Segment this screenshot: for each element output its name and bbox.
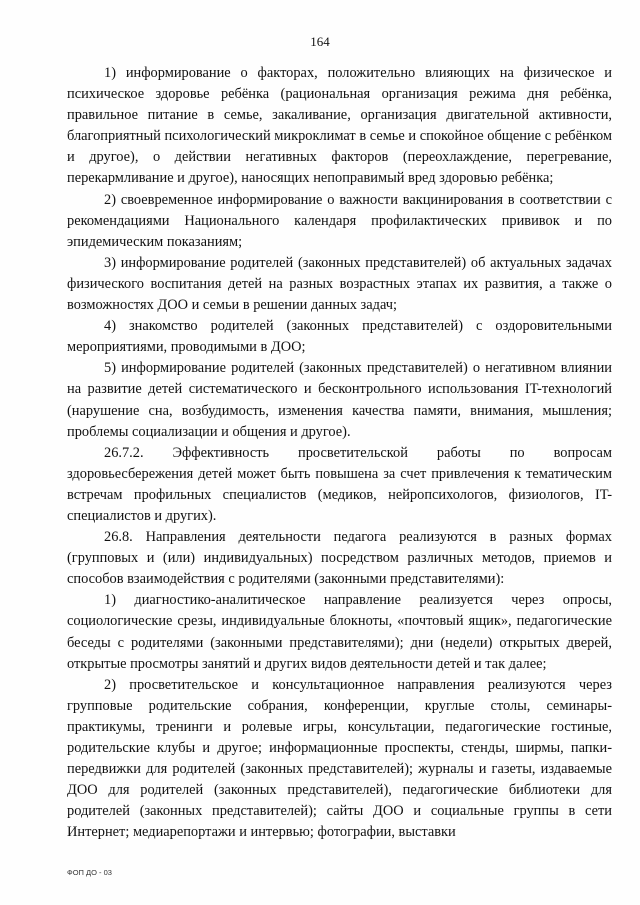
- paragraph-section-26-7-2: 26.7.2. Эффективность просветительской работы по вопросам здоровьесбережения детей может быть повышена за счет привлечения к тематическим встречам профильных специалистов (медиков, нейропсихологов, физиологов, IT-специалистов и других).: [67, 444, 612, 524]
- page-number: 164: [310, 34, 330, 49]
- paragraph-item-5: 5) информирование родителей (законных представителей) о негативном влиянии на развитие детей систематического и бесконтрольного использования IT-технологий (нарушение сна, возбудимость, изменения качества памяти, внимания, мышления; проблемы социализации и общения и другое).: [67, 360, 612, 440]
- paragraph-item-2: 2) своевременное информирование о важности вакцинирования в соответствии с рекомендациями Национального календаря профилактических прививок и по эпидемическим показаниям;: [67, 191, 612, 250]
- paragraph-educational-direction: 2) просветительское и консультационное направления реализуются через групповые родительские собрания, конференции, круглые столы, семинары-практикумы, тренинги и ролевые игры, консультации, педагогические гостиные, родительские клубы и другое; информационные проспекты, стенды, ширмы, папки-передвижки для родителей (законных представителей); журналы и газеты, издаваемые ДОО для родителей (законных представителей), педагогические библиотеки для родителей (законных представителей); сайты ДОО и социальные группы в сети Интернет; медиарепортажи и интервью; фотографии, выставки: [67, 676, 612, 841]
- paragraph-item-3: 3) информирование родителей (законных представителей) об актуальных задачах физического воспитания детей на разных возрастных этапах их развития, а также о возможностях ДОО и семьи в решении данных задач;: [67, 254, 612, 314]
- body-text: [67, 63, 612, 843]
- paragraph-item-4: 4) знакомство родителей (законных представителей) с оздоровительными мероприятиями, проводимыми в ДОО;: [67, 318, 612, 356]
- paragraph-diagnostic-direction: 1) диагностико-аналитическое направление реализуется через опросы, социологические срезы, индивидуальные блокноты, «почтовый ящик», педагогические беседы с родителями (законными представителями); дни (недели) открытых дверей, открытые просмотры занятий и других видов деятельности детей и так далее;: [67, 592, 612, 672]
- paragraph-item-1: 1) информирование о факторах, положительно влияющих на физическое и психическое здоровье ребёнка (рациональная организация режима дня ребёнка, правильное питание в семье, закаливание, организация двигательной активности, благоприятный психологический микроклимат в семье и спокойное общение с ребёнком и другое), о действии негативных факторов (переохлаждение, перегревание, перекармливание и другое), наносящих непоправимый вред здоровью ребёнка;: [67, 65, 612, 187]
- paragraph-section-26-8: 26.8. Направления деятельности педагога реализуются в разных формах (групповых и (или) индивидуальных) посредством различных методов, приемов и способов взаимодействия с родителями (законными представителями):: [67, 529, 612, 588]
- footer-code: ФОП ДО - 03: [67, 868, 112, 877]
